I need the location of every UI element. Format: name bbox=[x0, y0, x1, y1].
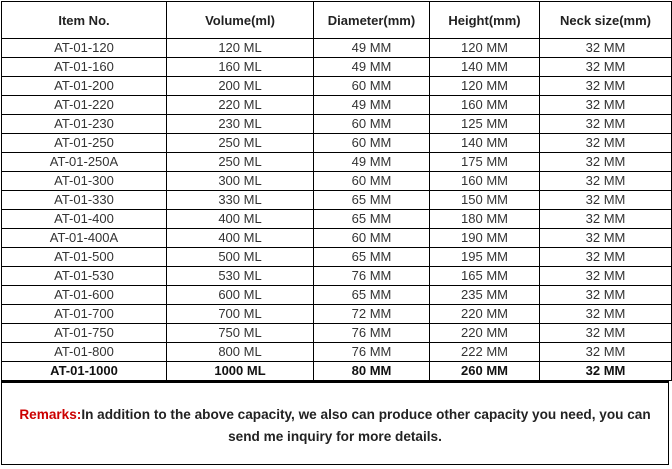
cell-height: 260 MM bbox=[430, 362, 540, 381]
cell-item-no: AT-01-300 bbox=[2, 172, 167, 191]
table-row bbox=[2, 286, 672, 305]
cell-diameter: 76 MM bbox=[314, 267, 430, 286]
cell-diameter: 60 MM bbox=[314, 77, 430, 96]
cell-volume: 750 ML bbox=[167, 324, 314, 343]
cell-neck-size: 32 MM bbox=[540, 58, 672, 77]
cell-volume: 250 ML bbox=[167, 153, 314, 172]
cell-volume: 530 ML bbox=[167, 267, 314, 286]
cell-volume: 330 ML bbox=[167, 191, 314, 210]
header-neck-size: Neck size(mm) bbox=[540, 2, 672, 39]
cell-item-no: AT-01-500 bbox=[2, 248, 167, 267]
cell-item-no: AT-01-400 bbox=[2, 210, 167, 229]
cell-height: 220 MM bbox=[430, 305, 540, 324]
cell-volume: 250 ML bbox=[167, 134, 314, 153]
cell-volume: 1000 ML bbox=[167, 362, 314, 381]
remarks-label: Remarks: bbox=[19, 407, 82, 422]
cell-item-no: AT-01-700 bbox=[2, 305, 167, 324]
cell-diameter: 60 MM bbox=[314, 172, 430, 191]
cell-volume: 160 ML bbox=[167, 58, 314, 77]
table-row bbox=[2, 58, 672, 77]
table-row bbox=[2, 134, 672, 153]
cell-neck-size: 32 MM bbox=[540, 324, 672, 343]
cell-neck-size: 32 MM bbox=[540, 77, 672, 96]
cell-item-no: AT-01-600 bbox=[2, 286, 167, 305]
bottle-spec-table bbox=[1, 1, 672, 381]
cell-neck-size: 32 MM bbox=[540, 153, 672, 172]
table-row bbox=[2, 343, 672, 362]
cell-volume: 300 ML bbox=[167, 172, 314, 191]
cell-item-no: AT-01-120 bbox=[2, 39, 167, 58]
table-row bbox=[2, 39, 672, 58]
cell-neck-size: 32 MM bbox=[540, 115, 672, 134]
cell-height: 150 MM bbox=[430, 191, 540, 210]
table-row bbox=[2, 305, 672, 324]
header-volume: Volume(ml) bbox=[167, 2, 314, 39]
cell-item-no: AT-01-750 bbox=[2, 324, 167, 343]
cell-height: 165 MM bbox=[430, 267, 540, 286]
cell-neck-size: 32 MM bbox=[540, 248, 672, 267]
cell-height: 235 MM bbox=[430, 286, 540, 305]
cell-diameter: 60 MM bbox=[314, 134, 430, 153]
cell-volume: 120 ML bbox=[167, 39, 314, 58]
table-row bbox=[2, 248, 672, 267]
cell-diameter: 65 MM bbox=[314, 210, 430, 229]
cell-volume: 800 ML bbox=[167, 343, 314, 362]
cell-item-no: AT-01-1000 bbox=[2, 362, 167, 381]
cell-item-no: AT-01-200 bbox=[2, 77, 167, 96]
cell-height: 160 MM bbox=[430, 172, 540, 191]
cell-volume: 230 ML bbox=[167, 115, 314, 134]
cell-volume: 600 ML bbox=[167, 286, 314, 305]
cell-item-no: AT-01-160 bbox=[2, 58, 167, 77]
cell-diameter: 49 MM bbox=[314, 153, 430, 172]
table-header-row bbox=[2, 2, 672, 39]
cell-height: 175 MM bbox=[430, 153, 540, 172]
cell-neck-size: 32 MM bbox=[540, 267, 672, 286]
header-height: Height(mm) bbox=[430, 2, 540, 39]
table-row bbox=[2, 172, 672, 191]
cell-volume: 400 ML bbox=[167, 229, 314, 248]
cell-volume: 400 ML bbox=[167, 210, 314, 229]
cell-diameter: 76 MM bbox=[314, 324, 430, 343]
cell-neck-size: 32 MM bbox=[540, 96, 672, 115]
cell-neck-size: 32 MM bbox=[540, 362, 672, 381]
cell-item-no: AT-01-530 bbox=[2, 267, 167, 286]
cell-diameter: 65 MM bbox=[314, 191, 430, 210]
cell-diameter: 76 MM bbox=[314, 343, 430, 362]
cell-diameter: 49 MM bbox=[314, 58, 430, 77]
cell-neck-size: 32 MM bbox=[540, 343, 672, 362]
cell-neck-size: 32 MM bbox=[540, 229, 672, 248]
table-row bbox=[2, 324, 672, 343]
table-row bbox=[2, 210, 672, 229]
cell-item-no: AT-01-250 bbox=[2, 134, 167, 153]
cell-neck-size: 32 MM bbox=[540, 191, 672, 210]
table-row bbox=[2, 77, 672, 96]
cell-item-no: AT-01-400A bbox=[2, 229, 167, 248]
cell-volume: 500 ML bbox=[167, 248, 314, 267]
cell-neck-size: 32 MM bbox=[540, 134, 672, 153]
cell-height: 140 MM bbox=[430, 58, 540, 77]
cell-item-no: AT-01-220 bbox=[2, 96, 167, 115]
cell-diameter: 80 MM bbox=[314, 362, 430, 381]
table-row bbox=[2, 153, 672, 172]
cell-height: 190 MM bbox=[430, 229, 540, 248]
cell-neck-size: 32 MM bbox=[540, 39, 672, 58]
remarks-box bbox=[1, 381, 669, 465]
cell-height: 195 MM bbox=[430, 248, 540, 267]
cell-neck-size: 32 MM bbox=[540, 305, 672, 324]
table-row bbox=[2, 362, 672, 381]
table-row bbox=[2, 115, 672, 134]
table-row bbox=[2, 267, 672, 286]
cell-volume: 220 ML bbox=[167, 96, 314, 115]
header-diameter: Diameter(mm) bbox=[314, 2, 430, 39]
cell-item-no: AT-01-230 bbox=[2, 115, 167, 134]
cell-item-no: AT-01-250A bbox=[2, 153, 167, 172]
cell-height: 180 MM bbox=[430, 210, 540, 229]
table-row bbox=[2, 229, 672, 248]
cell-diameter: 65 MM bbox=[314, 286, 430, 305]
cell-volume: 200 ML bbox=[167, 77, 314, 96]
cell-height: 160 MM bbox=[430, 96, 540, 115]
cell-diameter: 49 MM bbox=[314, 96, 430, 115]
cell-item-no: AT-01-800 bbox=[2, 343, 167, 362]
header-item-no: Item No. bbox=[2, 2, 167, 39]
table-row bbox=[2, 191, 672, 210]
remarks-text: In addition to the above capacity, we also can produce other capacity you need, you can send me inquiry for more details. bbox=[81, 407, 651, 444]
cell-height: 120 MM bbox=[430, 39, 540, 58]
cell-diameter: 65 MM bbox=[314, 248, 430, 267]
cell-diameter: 49 MM bbox=[314, 39, 430, 58]
cell-height: 220 MM bbox=[430, 324, 540, 343]
cell-diameter: 60 MM bbox=[314, 115, 430, 134]
cell-volume: 700 ML bbox=[167, 305, 314, 324]
cell-diameter: 60 MM bbox=[314, 229, 430, 248]
table-row bbox=[2, 96, 672, 115]
table-body bbox=[2, 39, 672, 381]
cell-neck-size: 32 MM bbox=[540, 286, 672, 305]
cell-neck-size: 32 MM bbox=[540, 172, 672, 191]
cell-height: 125 MM bbox=[430, 115, 540, 134]
cell-diameter: 72 MM bbox=[314, 305, 430, 324]
cell-item-no: AT-01-330 bbox=[2, 191, 167, 210]
cell-height: 222 MM bbox=[430, 343, 540, 362]
cell-height: 120 MM bbox=[430, 77, 540, 96]
cell-height: 140 MM bbox=[430, 134, 540, 153]
spec-sheet bbox=[1, 1, 671, 444]
cell-neck-size: 32 MM bbox=[540, 210, 672, 229]
